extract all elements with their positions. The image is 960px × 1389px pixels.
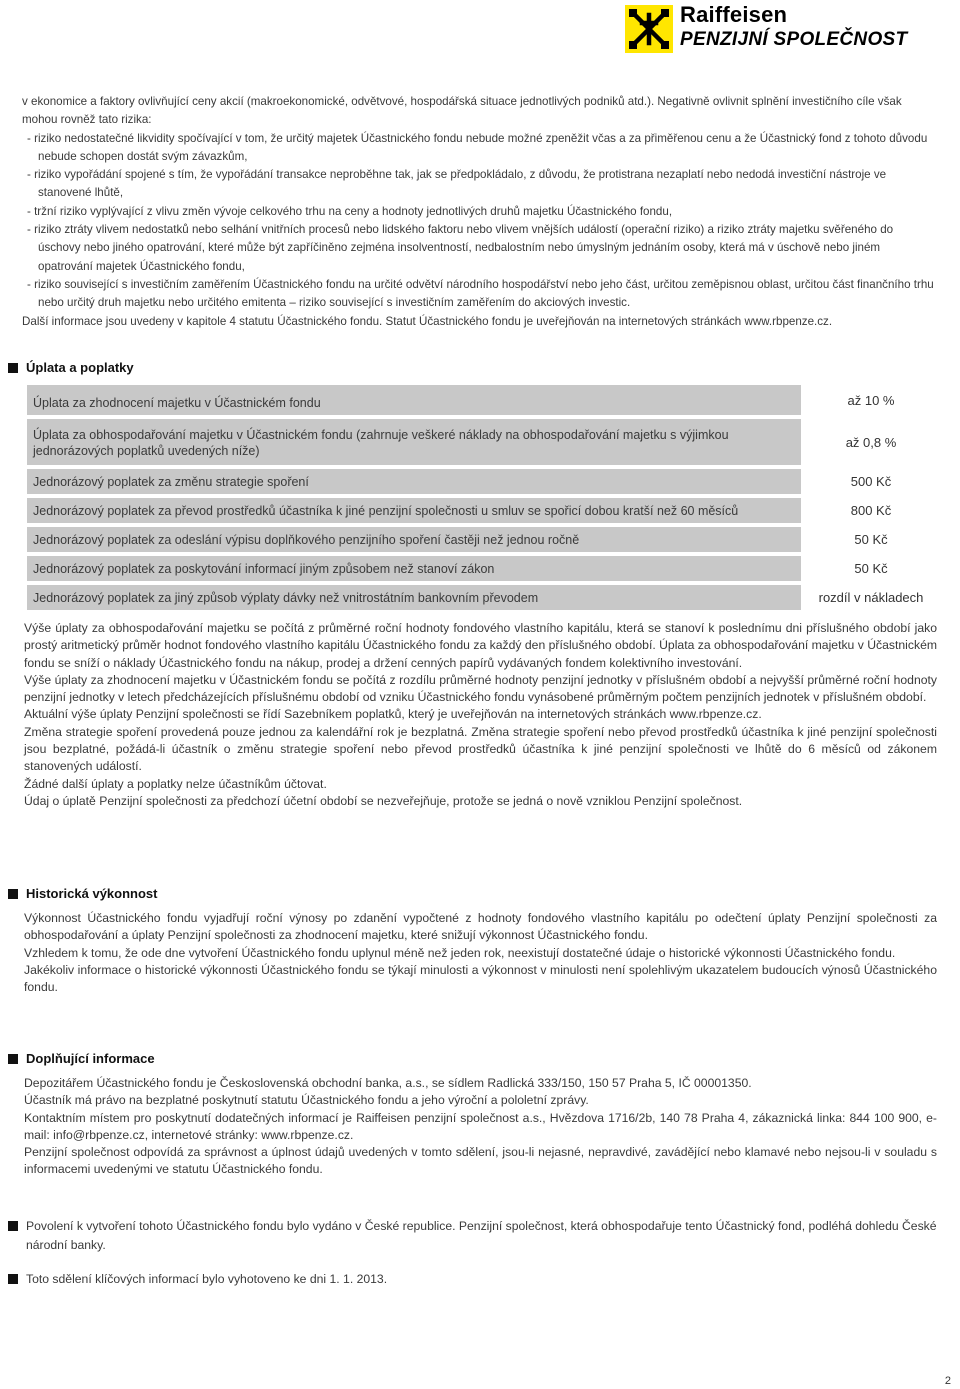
risk-item-operational: - riziko ztráty vlivem nedostatků nebo selhání vnitřních procesů nebo lidského faktoru nebo vlivem vnějších událostí (operační riziko) a riziko ztráty majetku svěřeného do úschovy nebo jiného opatrování, které může být zapříčiněno zejména insolventností, nedbalostním nebo úmyslným jednáním osoby, která má v úschově nebo jiném opatrování majetek Účastnického fondu,	[27, 223, 894, 273]
history-paragraph: Vzhledem k tomu, že ode dne vytvoření Účastnického fondu uplynul méně než jeden rok, neexistují dostatečné údaje o historické výkonnosti Účastnického fondu.	[24, 945, 896, 960]
info-paragraph: Kontaktním místem pro poskytnutí dodatečných informací je Raiffeisen penzijní společnost a.s., Hvězdova 1716/2b, 140 78 Praha 4, zákaznická linka: 844 100 900, e-mail: info@rbpenze.cz, internetové stránky: www.rbpenze.cz.	[24, 1110, 937, 1142]
fee-value: 50 Kč	[805, 527, 937, 552]
fee-row	[27, 419, 937, 465]
risk-item-concentration: - riziko související s investičním zaměřením Účastnického fondu na určité odvětví národního hospodářství nebo jeho část, určitou zeměpisnou oblast, určitou část finančního trhu nebo určitý druh majetku nebo určitého emitenta – riziko související s investičním zaměřením do akciových investic.	[27, 277, 934, 310]
fees-table	[27, 385, 937, 614]
date-note	[8, 1270, 938, 1289]
fee-row	[27, 556, 937, 581]
fees-paragraph: Údaj o úplatě Penzijní společnosti za předchozí účetní období se nezveřejňuje, protože se jedná o nově vzniklou Penzijní společnost.	[24, 793, 743, 808]
bullet-square-icon	[8, 1221, 18, 1231]
history-text	[24, 910, 937, 996]
bullet-square-icon	[8, 889, 18, 899]
risk-item-settlement: - riziko vypořádání spojené s tím, že vypořádání transakce neproběhne tak, jak se předpokládalo, z důvodu, že protistrana nezaplatí nebo nedodá investiční nástroje ve stanovené lhůtě,	[27, 168, 887, 200]
info-paragraph: Depozitářem Účastnického fondu je Československá obchodní banka, a.s., se sídlem Radlická 333/150, 150 57 Praha 5, IČ 00001350.	[24, 1076, 752, 1090]
fee-value: 500 Kč	[805, 469, 937, 494]
fee-row	[27, 527, 937, 552]
bullet-square-icon	[8, 1054, 18, 1064]
page-number: 2	[944, 1375, 951, 1387]
brand-subtitle: PENZIJNÍ SPOLEČNOST	[680, 29, 908, 50]
info-paragraph: Účastník má právo na bezplatné poskytnutí statutu Účastnického fondu a jeho výroční a pololetní zprávy.	[24, 1093, 589, 1108]
fee-value: až 10 %	[805, 385, 937, 415]
fee-value: 50 Kč	[805, 556, 937, 581]
fees-paragraph: Aktuální výše úplaty Penzijní společnosti se řídí Sazebníkem poplatků, který je uveřejňován na internetových stránkách www.rbpenze.cz.	[24, 707, 762, 722]
fee-row	[27, 385, 937, 415]
fee-label: Úplata za obhospodařování majetku v Účastnickém fondu (zahrnuje veškeré náklady na obhospodařování majetku s výjimkou jednorázových poplatků uvedených níže)	[27, 419, 801, 465]
fee-label: Jednorázový poplatek za poskytování informací jiným způsobem než stanoví zákon	[27, 556, 801, 581]
bullet-square-icon	[8, 363, 18, 373]
fee-label: Úplata za zhodnocení majetku v Účastnickém fondu	[27, 385, 801, 415]
fee-row	[27, 469, 937, 494]
fees-paragraph: Výše úplaty za zhodnocení majetku v Účastnickém fondu se počítá z rozdílu průměrné hodnoty penzijní jednotky v příslušném období a nejvyšší průměrné roční hodnoty penzijní jednotky v letech předcházejících příslušnému období od vzniku Účastnického fondu vynásobené průměrným počtem penzijních jednotek v příslušném období.	[24, 672, 937, 705]
fee-value: rozdíl v nákladech	[805, 585, 937, 610]
fees-explanation	[24, 620, 937, 810]
fees-paragraph: Změna strategie spoření provedená pouze jednou za kalendářní rok je bezplatná. Změna strategie spoření nebo převod prostředků účastníka k jiné penzijní společnosti jsou bezplatné, požádá-li účastník o změnu strategie spoření nebo převod prostředků účastníka k jiné penzijní společnosti ve lhůtě do 6 měsíců od zákonem stanovených událostí.	[24, 724, 937, 774]
raiffeisen-gable-cross-icon	[625, 5, 673, 53]
section-title: Historická výkonnost	[26, 886, 158, 901]
fee-value: až 0,8 %	[805, 419, 937, 465]
risk-item-market: - tržní riziko vyplývající z vlivu změn vývoje celkového trhu na ceny a hodnoty jednotlivých druhů majetku Účastnického fondu,	[27, 204, 673, 218]
section-heading-fees	[8, 360, 134, 375]
fee-row	[27, 498, 937, 523]
history-paragraph: Jakékoliv informace o historické výkonnosti Účastnického fondu se týkají minulosti a výkonnost v minulosti není spolehlivým ukazatelem budoucích výnosů Účastnického fondu.	[24, 962, 937, 995]
fees-paragraph: Výše úplaty za obhospodařování majetku se počítá z průměrné roční hodnoty fondového vlastního kapitálu, která se stanoví k poslednímu dni příslušného období jako prostý aritmetický průměr hodnot fondového vlastního kapitálu Účastnického fondu za každý den příslušného období. Úplata za obhospodařování majetku v Účastnickém fondu se sníží o náklady Účastnického fondu na nákup, prodej a držení cenných papírů vydávaných fondem kolektivního investování.	[24, 621, 937, 670]
fee-label: Jednorázový poplatek za převod prostředků účastníka k jiné penzijní společnosti u smluv se spořicí dobou kratší než 60 měsíců	[27, 498, 801, 523]
risk-intro-line: v ekonomice a faktory ovlivňující ceny akcií (makroekonomické, odvětvové, hospodářská situace jednotlivých podniků atd.). Negativně ovlivnit splnění investičního cíle však mohou rovněž tato rizika:	[22, 95, 902, 127]
fee-row	[27, 585, 937, 610]
fee-value: 800 Kč	[805, 498, 937, 523]
fee-label: Jednorázový poplatek za změnu strategie spoření	[27, 469, 801, 494]
permit-note	[8, 1217, 938, 1255]
fee-label: Jednorázový poplatek za jiný způsob výplaty dávky než vnitrostátním bankovním převodem	[27, 585, 801, 610]
info-text	[24, 1075, 937, 1179]
section-title: Doplňující informace	[26, 1051, 155, 1066]
brand-name: Raiffeisen	[680, 2, 788, 27]
history-paragraph: Výkonnost Účastnického fondu vyjadřují roční výnosy po zdanění vypočtené z hodnoty fondového vlastního kapitálu po odečtení úplaty Penzijní společnosti za obhospodařování a úplaty Penzijní společnosti za zhodnocení majetku, které snižují výkonnost Účastnického fondu.	[24, 911, 937, 943]
risk-closing: Další informace jsou uvedeny v kapitole 4 statutu Účastnického fondu. Statut Účastnického fondu je uveřejňován na internetových stránkách www.rbpenze.cz.	[22, 314, 833, 328]
date-text: Toto sdělení klíčových informací bylo vyhotoveno ke dni 1. 1. 2013.	[26, 1272, 388, 1286]
info-paragraph: Penzijní společnost odpovídá za správnost a úplnost údajů uvedených v tomto sdělení, jsou-li nejasné, nepravdivé, zavádějící nebo klamavé nebo nejsou-li v souladu s informacemi uvedenými ve statutu Účastnického fondu.	[24, 1145, 937, 1177]
section-title: Úplata a poplatky	[26, 360, 134, 375]
risk-text	[22, 93, 937, 331]
fee-label: Jednorázový poplatek za odeslání výpisu doplňkového penzijního spoření častěji než jednou ročně	[27, 527, 801, 552]
raiffeisen-logo	[625, 2, 955, 53]
bullet-square-icon	[8, 1274, 18, 1284]
section-heading-info	[8, 1051, 155, 1066]
fees-paragraph: Žádné další úplaty a poplatky nelze účastníkům účtovat.	[24, 776, 327, 791]
risk-item-liquidity: - riziko nedostatečné likvidity spočívající v tom, že určitý majetek Účastnického fondu nebude možné zpeněžit včas a za přiměřenou cenu a že Účastnický fond z tohoto důvodu nebude schopen dostát svým závazkům,	[27, 131, 928, 163]
permit-text: Povolení k vytvoření tohoto Účastnického fondu bylo vydáno v České republice. Penzijní společnost, která obhospodařuje tento Účastnický fond, podléhá dohledu České národní banky.	[26, 1219, 937, 1252]
section-heading-history	[8, 886, 158, 901]
